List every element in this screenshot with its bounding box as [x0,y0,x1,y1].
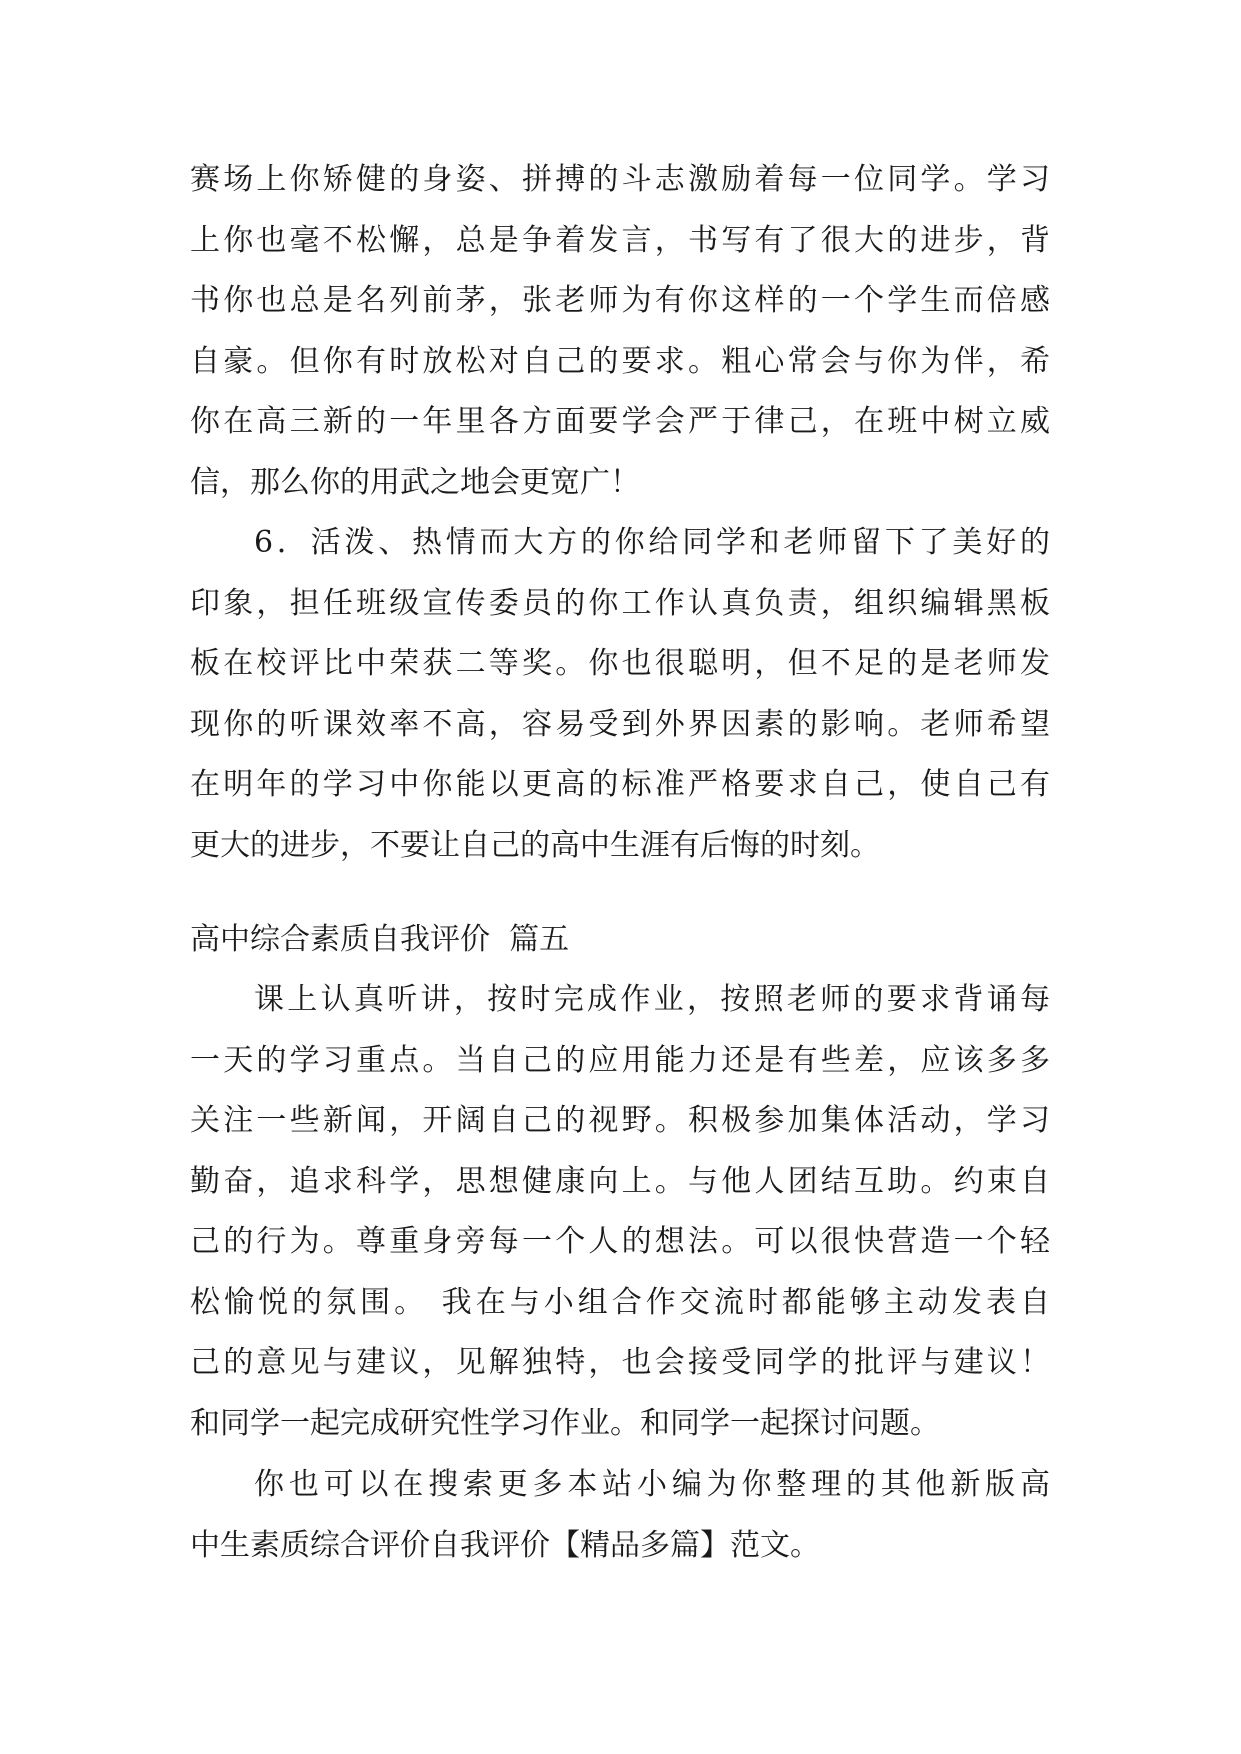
section-heading: 高中综合素质自我评价 篇五 [190,922,570,957]
text-line: 你也可以在搜索更多本站小编为你整理的其他新版高 [254,1467,1050,1502]
text-line: 己的意见与建议，见解独特，也会接受同学的批评与建议！ [190,1345,1050,1380]
paragraph-item-6 [190,513,1050,876]
text-line: 6．活泼、热情而大方的你给同学和老师留下了美好的 [254,525,1050,560]
text-line: 书你也总是名列前茅，张老师为有你这样的一个学生而倍感 [190,283,1050,318]
text-line: 印象，担任班级宣传委员的你工作认真负责，组织编辑黑板 [190,585,1050,621]
text-line: 上你也毫不松懈，总是争着发言，书写有了很大的进步，背 [190,222,1050,258]
paragraph-section-five [190,970,1050,1454]
text-line: 板在校评比中荣获二等奖。你也很聪明，但不足的是老师发 [190,646,1050,681]
text-line: 中生素质综合评价自我评价【精品多篇】范文。 [190,1527,820,1563]
text-line: 你在高三新的一年里各方面要学会严于律己，在班中树立威 [190,404,1050,439]
text-line: 在明年的学习中你能以更高的标准严格要求自己，使自己有 [190,767,1050,802]
text-line: 课上认真听讲，按时完成作业，按照老师的要求背诵每 [254,982,1050,1017]
text-line: 关注一些新闻，开阔自己的视野。积极参加集体活动，学习 [190,1103,1050,1138]
paragraph-continued [190,150,1050,513]
paragraph-closing [190,1455,1050,1576]
text-line: 赛场上你矫健的身姿、拼搏的斗志激励着每一位同学。学习 [190,162,1050,197]
text-line: 更大的进步，不要让自己的高中生涯有后悔的时刻。 [190,827,880,863]
text-line: 一天的学习重点。当自己的应用能力还是有些差，应该多多 [190,1042,1050,1078]
text-line: 信，那么你的用武之地会更宽广！ [190,464,640,500]
text-line: 松愉悦的氛围。 我在与小组合作交流时都能够主动发表自 [190,1284,1050,1320]
text-line: 己的行为。尊重身旁每一个人的想法。可以很快营造一个轻 [190,1224,1050,1259]
text-line: 现你的听课效率不高，容易受到外界因素的影响。老师希望 [190,706,1050,742]
text-line: 勤奋，追求科学，思想健康向上。与他人团结互助。约束自 [190,1163,1050,1199]
text-line: 和同学一起完成研究性学习作业。和同学一起探讨问题。 [190,1405,940,1441]
text-line: 自豪。但你有时放松对自己的要求。粗心常会与你为伴，希 [190,343,1050,379]
